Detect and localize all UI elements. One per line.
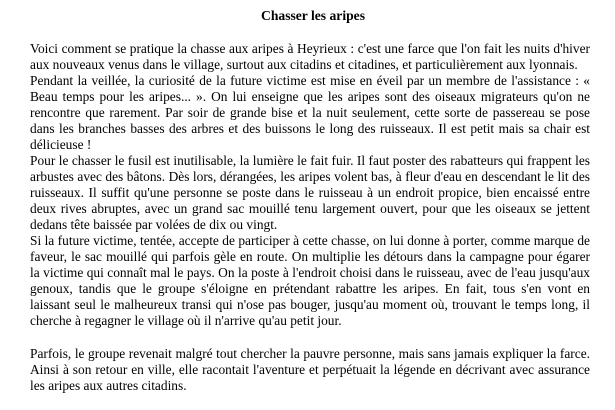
paragraph-intro: Voici comment se pratique la chasse aux aripes à Heyrieux : c'est une farce que l'on fait les nuits d'hiver aux nouveaux venus dans le village, surtout aux citadins et citadines, et particulièrement aux lyonnais. bbox=[30, 41, 590, 72]
paragraph-chasse: Pour le chasser le fusil est inutilisable, la lumière le fait fuir. Il faut poster des rabatteurs qui frappent les arbustes avec des bâtons. Dès lors, dérangées, les aripes volent bas, à fleur d'eau en descendant le lit des ruisseaux. Il suffit qu'une personne se poste dans le ruisseau à un endroit propice, bien encaissé entre deux rives abruptes, avec un grand sac mouillé tenu largement ouvert, pour que les oiseaux se jettent dedans tête baissée par volées de dix ou vingt. bbox=[30, 153, 590, 232]
paragraph-veillee: Pendant la veillée, la curiosité de la future victime est mise en éveil par un membre de l'assistance : « Beau temps pour les aripes... ». On lui enseigne que les aripes sont des oiseaux migrateurs qu'on ne rencontre que rarement. Par soir de grande bise et la nuit seulement, cette sorte de passereau se pose dans les branches basses des arbres et des buissons le long des ruisseaux. Il est petit mais sa chair est délicieuse ! bbox=[30, 73, 590, 152]
paragraph-spacer bbox=[30, 329, 590, 346]
document-title: Chasser les aripes bbox=[261, 8, 365, 23]
document-page bbox=[30, 8, 590, 394]
paragraph-victime: Si la future victime, tentée, accepte de participer à cette chasse, on lui donne à porter, comme marque de faveur, le sac mouillé qui parfois gèle en route. On multiplie les détours dans la campagne pour égarer la victime qui connaît mal le pays. On la poste à l'endroit choisi dans le ruisseau, avec de l'eau jusqu'aux genoux, tandis que le groupe s'éloigne en prétendant rabattre les aripes. En fait, tous s'en vont en laissant seul le malheureux transi qui n'ose pas bouger, jusqu'au moment où, trouvant le temps long, il cherche à regagner le village où il n'arrive qu'au petit jour. bbox=[30, 233, 590, 328]
paragraph-conclusion: Parfois, le groupe revenait malgré tout chercher la pauvre personne, mais sans jamais expliquer la farce. Ainsi à son retour en ville, elle racontait l'aventure et perpétuait la légende en décrivant avec assurance les aripes aux autres citadins. bbox=[30, 346, 590, 393]
